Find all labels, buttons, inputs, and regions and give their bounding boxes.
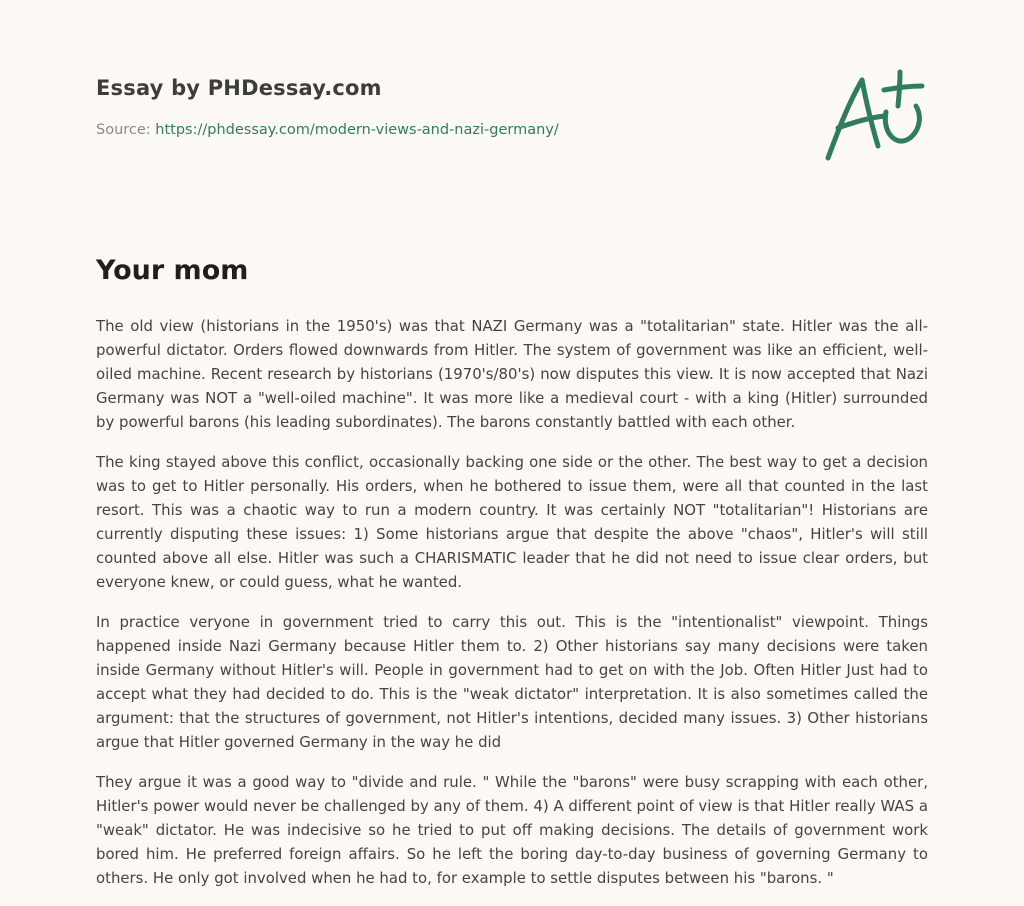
site-title: Essay by PHDessay.com [96, 76, 382, 100]
page-header [96, 76, 796, 138]
essay-paragraph: In practice veryone in government tried to carry this out. This is the "intentionalist" viewpoint. Things happened inside Nazi Germany because Hitler them to. 2) Other historians say many decisions were taken inside Germany without Hitler's will. People in government had to get on with the Job. Often Hitler Just had to accept what they had decided to do. This is the "weak dictator" interpretation. It is also sometimes called the argument: that the structures of government, not Hitler's intentions, decided many issues. 3) Other historians argue that Hitler governed Germany in the way he did [96, 613, 928, 751]
source-label: Source: [96, 122, 156, 138]
source-line [96, 122, 796, 138]
essay-paragraph: The old view (historians in the 1950's) was that NAZI Germany was a "totalitarian" state. Hitler was the all-powerful dictator. Orders flowed downwards from Hitler. The system of government was like an efficient, well-oiled machine. Recent research by historians (1970's/80's) now disputes this view. It is now accepted that Nazi Germany was NOT a "well-oiled machine". It was more like a medieval court - with a king (Hitler) surrounded by powerful barons (his leading subordinates). The barons constantly battled with each other. [96, 317, 928, 431]
a-plus-logo-icon [820, 66, 930, 166]
essay-paragraph: The king stayed above this conflict, occasionally backing one side or the other. The best way to get a decision was to get to Hitler personally. His orders, when he bothered to issue them, were all that counted in the last resort. This was a chaotic way to run a modern country. It was certainly NOT "totalitarian"! Historians are currently disputing these issues: 1) Some historians argue that despite the above "chaos", Hitler's will still counted above all else. Hitler was such a CHARISMATIC leader that he did not need to issue clear orders, but everyone knew, or could guess, what he wanted. [96, 453, 928, 591]
essay-paragraph: They argue it was a good way to "divide and rule. " While the "barons" were busy scrapping with each other, Hitler's power would never be challenged by any of them. 4) A different point of view is that Hitler really WAS a "weak" dictator. He was indecisive so he tried to put off making decisions. The details of government work bored him. He preferred foreign affairs. So he left the boring day-to-day business of governing Germany to others. He only got involved when he had to, for example to settle disputes between his "barons. " [96, 773, 928, 887]
essay-body [96, 314, 928, 906]
source-link[interactable]: https://phdessay.com/modern-views-and-nazi-germany/ [155, 122, 559, 138]
essay-title: Your mom [96, 255, 249, 286]
